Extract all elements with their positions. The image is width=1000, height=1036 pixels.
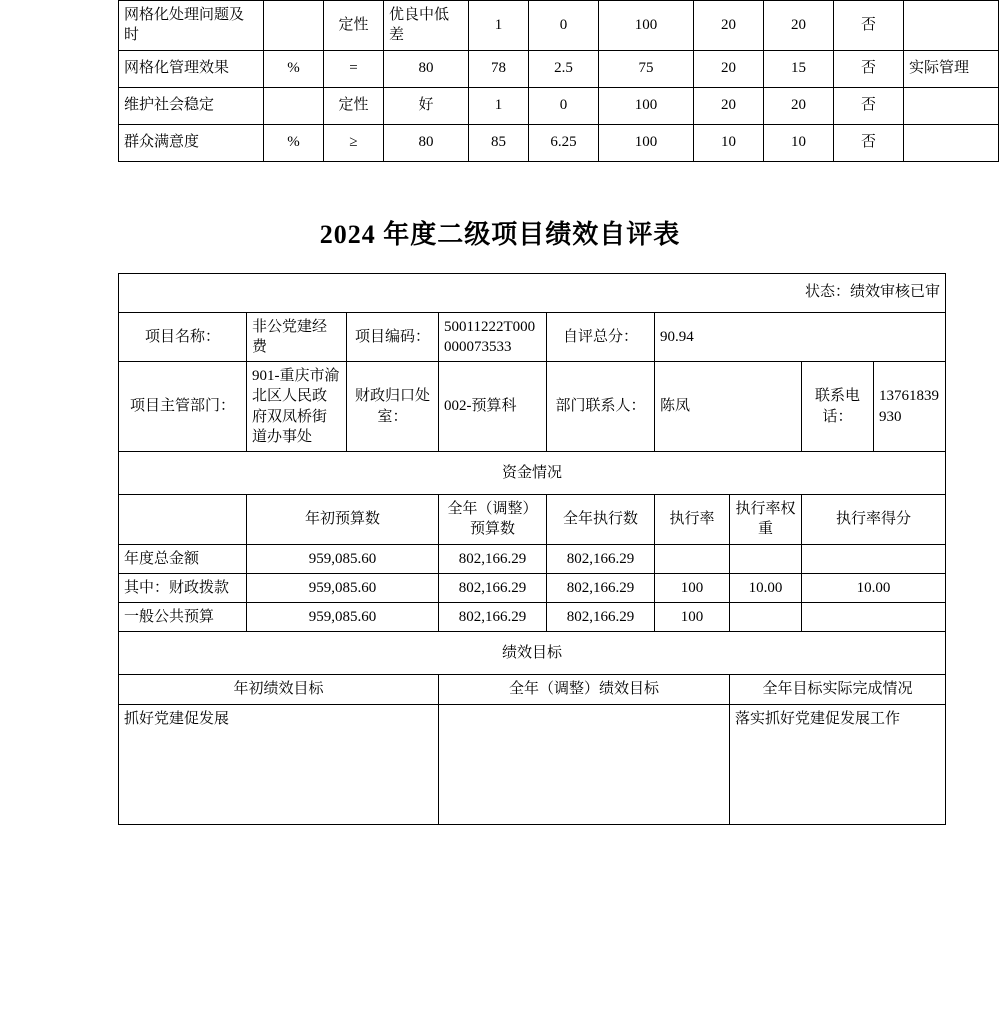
column-header-goal-adjusted: 全年（调整）绩效目标: [439, 675, 730, 704]
funds-exec-rate: 100: [655, 573, 730, 602]
cell-score: 20: [764, 87, 834, 124]
column-header-goal-initial: 年初绩效目标: [119, 675, 439, 704]
value-project-code: 50011222T000000073533: [439, 312, 547, 362]
section-header-funds: [119, 452, 946, 495]
column-header-blank: [119, 495, 247, 545]
goals-value-row: [119, 704, 946, 824]
funds-budget-initial: 959,085.60: [247, 544, 439, 573]
cell-weight: 20: [694, 1, 764, 51]
funds-exec-score: [802, 544, 946, 573]
funds-header-row: [119, 495, 946, 545]
funds-row-label: 年度总金额: [119, 544, 247, 573]
cell-target: 80: [384, 50, 469, 87]
funds-exec-weight: 10.00: [730, 573, 802, 602]
funds-budget-adjusted: 802,166.29: [439, 544, 547, 573]
cell-unit: %: [264, 50, 324, 87]
cell-unit: [264, 87, 324, 124]
cell-target: 优良中低差: [384, 1, 469, 51]
section-header-goals: [119, 632, 946, 675]
cell-remark: 实际管理: [904, 50, 999, 87]
table-row: [119, 573, 946, 602]
funds-exec-weight: [730, 544, 802, 573]
cell-actual: 1: [469, 1, 529, 51]
table-row: [119, 603, 946, 632]
funds-budget-adjusted: 802,166.29: [439, 573, 547, 602]
self-evaluation-table: [118, 273, 946, 825]
cell-score: 10: [764, 124, 834, 161]
value-total-score: 90.94: [655, 312, 946, 362]
cell-op: 定性: [324, 1, 384, 51]
funds-executed: 802,166.29: [547, 603, 655, 632]
label-dept: 项目主管部门：: [119, 362, 247, 452]
table-row: [119, 124, 999, 161]
cell-actual: 1: [469, 87, 529, 124]
funds-exec-rate: [655, 544, 730, 573]
cell-deviation: 0: [529, 87, 599, 124]
column-header-exec-score: 执行率得分: [802, 495, 946, 545]
table-row: [119, 50, 999, 87]
cell-actual: 85: [469, 124, 529, 161]
funds-executed: 802,166.29: [547, 544, 655, 573]
goal-adjusted-value: [439, 704, 730, 824]
cell-op: =: [324, 50, 384, 87]
indicator-table-continued: [118, 0, 999, 162]
funds-budget-adjusted: 802,166.29: [439, 603, 547, 632]
column-header-goal-actual: 全年目标实际完成情况: [730, 675, 946, 704]
table-row: [119, 544, 946, 573]
cell-score: 15: [764, 50, 834, 87]
funds-exec-rate: 100: [655, 603, 730, 632]
cell-target: 80: [384, 124, 469, 161]
table-row: [119, 1, 999, 51]
cell-indicator: 网格化管理效果: [119, 50, 264, 87]
cell-remark: [904, 1, 999, 51]
cell-flag: 否: [834, 50, 904, 87]
column-header-budget-adjusted: 全年（调整）预算数: [439, 495, 547, 545]
column-header-exec-weight: 执行率权重: [730, 495, 802, 545]
label-contact-person: 部门联系人：: [547, 362, 655, 452]
goals-header-row: [119, 675, 946, 704]
column-header-executed: 全年执行数: [547, 495, 655, 545]
value-dept: 901-重庆市渝北区人民政府双凤桥街道办事处: [247, 362, 347, 452]
funds-exec-score: 10.00: [802, 573, 946, 602]
cell-weight: 20: [694, 50, 764, 87]
page-title: 2024 年度二级项目绩效自评表: [319, 219, 681, 249]
label-project-name: 项目名称：: [119, 312, 247, 362]
funds-exec-score: [802, 603, 946, 632]
cell-score-full: 100: [599, 87, 694, 124]
cell-unit: [264, 1, 324, 51]
label-finance-office: 财政归口处室：: [347, 362, 439, 452]
cell-score-full: 100: [599, 1, 694, 51]
status-row: [119, 273, 946, 312]
value-contact-phone: 13761839930: [874, 362, 946, 452]
label-project-code: 项目编码：: [347, 312, 439, 362]
cell-weight: 10: [694, 124, 764, 161]
cell-unit: %: [264, 124, 324, 161]
funds-row-label: 一般公共预算: [119, 603, 247, 632]
section-title-funds: 资金情况: [119, 452, 946, 495]
value-project-name: 非公党建经费: [247, 312, 347, 362]
label-total-score: 自评总分：: [547, 312, 655, 362]
label-contact-phone: 联系电话：: [802, 362, 874, 452]
cell-indicator: 网格化处理问题及时: [119, 1, 264, 51]
funds-budget-initial: 959,085.60: [247, 573, 439, 602]
cell-weight: 20: [694, 87, 764, 124]
cell-op: ≥: [324, 124, 384, 161]
funds-executed: 802,166.29: [547, 573, 655, 602]
value-contact-person: 陈凤: [655, 362, 802, 452]
status-badge: 状态：绩效审核已审: [119, 273, 946, 312]
goal-actual-value: 落实抓好党建促发展工作: [730, 704, 946, 824]
cell-op: 定性: [324, 87, 384, 124]
cell-remark: [904, 124, 999, 161]
project-info-row: [119, 312, 946, 362]
cell-remark: [904, 87, 999, 124]
cell-flag: 否: [834, 1, 904, 51]
cell-indicator: 群众满意度: [119, 124, 264, 161]
cell-flag: 否: [834, 87, 904, 124]
value-finance-office: 002-预算科: [439, 362, 547, 452]
cell-indicator: 维护社会稳定: [119, 87, 264, 124]
cell-score: 20: [764, 1, 834, 51]
section-title-goals: 绩效目标: [119, 632, 946, 675]
cell-flag: 否: [834, 124, 904, 161]
cell-target: 好: [384, 87, 469, 124]
funds-budget-initial: 959,085.60: [247, 603, 439, 632]
cell-score-full: 100: [599, 124, 694, 161]
column-header-budget-initial: 年初预算数: [247, 495, 439, 545]
cell-deviation: 0: [529, 1, 599, 51]
table-row: [119, 87, 999, 124]
cell-actual: 78: [469, 50, 529, 87]
funds-exec-weight: [730, 603, 802, 632]
cell-deviation: 2.5: [529, 50, 599, 87]
cell-score-full: 75: [599, 50, 694, 87]
goal-initial-value: 抓好党建促发展: [119, 704, 439, 824]
department-info-row: [119, 362, 946, 452]
funds-row-label: 其中：财政拨款: [119, 573, 247, 602]
column-header-exec-rate: 执行率: [655, 495, 730, 545]
cell-deviation: 6.25: [529, 124, 599, 161]
